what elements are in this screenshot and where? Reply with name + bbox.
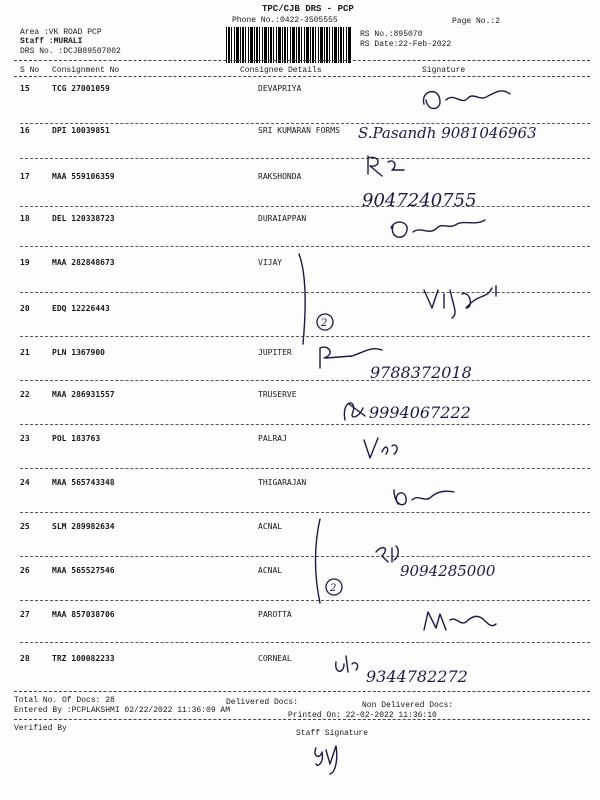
signature-row-27: [420, 602, 500, 642]
table-row: [0, 518, 600, 566]
row-consignment: PLN 1367900: [52, 348, 105, 357]
row-sno: 23: [20, 434, 30, 443]
row-sno: 22: [20, 390, 30, 399]
row-consignment: MAA 286931557: [52, 390, 115, 399]
sheet-title: TPC/CJB DRS - PCP: [262, 4, 354, 14]
row-sno: 18: [20, 214, 30, 223]
row-divider: [20, 246, 590, 247]
row-sno: 21: [20, 348, 30, 357]
handwritten-phone: S.Pasandh 9081046963: [358, 124, 537, 142]
row-sno: 17: [20, 172, 30, 181]
row-consignee: PALRAJ: [258, 434, 287, 443]
phone-number: Phone No.:0422-3505555: [232, 16, 338, 25]
signature-row-20: [420, 280, 510, 320]
printed-on: Printed On: 22-02-2022 11:36:10: [288, 711, 437, 720]
row-consignment: POL 183763: [52, 434, 101, 443]
col-consignment: Consignment No: [52, 66, 120, 75]
table-row: [0, 168, 600, 216]
row-consignee: ACNAL: [258, 566, 283, 575]
signature-row-15: [410, 82, 520, 118]
handwritten-phone: 9788372018: [370, 363, 472, 382]
signature-row-23: [360, 432, 410, 464]
table-row: [0, 562, 600, 610]
handwritten-phone: 9047240755: [362, 190, 477, 211]
row-consignment: SLM 289982634: [52, 522, 115, 531]
row-divider: [20, 206, 590, 207]
non-delivered-docs: Non Delivered Docs:: [362, 701, 454, 710]
row-divider: [20, 158, 590, 159]
divider: [14, 719, 590, 720]
row-divider: [20, 600, 590, 601]
row-consignee: SRI KUMARAN FORMS: [258, 126, 340, 135]
staff-label: Staff :MURALI: [20, 37, 83, 46]
row-sno: 15: [20, 84, 30, 93]
divider: [14, 76, 590, 77]
delivered-docs: Delivered Docs:: [226, 698, 299, 707]
row-divider: [20, 512, 590, 513]
row-consignee: DURAIAPPAN: [258, 214, 307, 223]
divider: [14, 60, 590, 61]
row-consignee: VIJAY: [258, 258, 283, 267]
signature-row-16: [356, 120, 546, 146]
signature-row-21: [312, 338, 492, 386]
row-consignment: TRZ 100082233: [52, 654, 115, 663]
divider: [14, 691, 590, 692]
row-sno: 27: [20, 610, 30, 619]
row-consignee: PAROTTA: [258, 610, 292, 619]
verified-by: Verified By: [14, 724, 67, 733]
row-consignee: RAKSHONDA: [258, 172, 302, 181]
signature-row-26: [370, 538, 510, 582]
row-consignee: TRUSERVE: [258, 390, 297, 399]
row-sno: 19: [20, 258, 30, 267]
row-consignee: ACNAL: [258, 522, 283, 531]
row-sno: 20: [20, 304, 30, 313]
barcode: [226, 27, 352, 63]
signature-row-22: [335, 390, 505, 428]
table-row: [0, 430, 600, 478]
row-sno: 24: [20, 478, 30, 487]
row-sno: 26: [20, 566, 30, 575]
table-row: [0, 344, 600, 392]
row-consignment: MAA 559106359: [52, 172, 115, 181]
group-mark: 2: [321, 318, 328, 329]
staff-signature: [310, 738, 360, 778]
group-mark: 2: [330, 583, 337, 594]
row-consignment: DPI 10039851: [52, 126, 110, 135]
group-bracket-25-26: [310, 515, 350, 607]
col-signature: Signature: [422, 66, 466, 75]
row-consignment: TCG 27001059: [52, 84, 110, 93]
row-divider: [20, 642, 590, 643]
table-row: [0, 606, 600, 654]
signature-row-24: [388, 478, 468, 514]
entered-by: Entered By :PCPLAKSHMI 02/22/2022 11:36:09 AM: [14, 706, 231, 715]
row-consignment: EDQ 12226443: [52, 304, 110, 313]
row-sno: 16: [20, 126, 30, 135]
drs-number: DRS No. :DCJB89507002: [20, 47, 121, 56]
handwritten-phone: 9344782272: [366, 667, 468, 686]
row-consignment: MAA 857038706: [52, 610, 115, 619]
row-sno: 28: [20, 654, 30, 663]
staff-signature-label: Staff Signature: [296, 729, 369, 738]
area-label: Area :VK ROAD PCP: [20, 28, 102, 37]
group-bracket-19-20: [295, 250, 345, 348]
row-consignment: DEL 120338723: [52, 214, 115, 223]
row-consignee: CORNEAL: [258, 654, 292, 663]
signature-row-18: [385, 212, 495, 248]
rs-date: RS Date:22-Feb-2022: [360, 40, 452, 49]
row-sno: 25: [20, 522, 30, 531]
row-consignment: MAA 565743348: [52, 478, 115, 487]
handwritten-phone: 9094285000: [400, 562, 496, 580]
table-row: [0, 474, 600, 522]
signature-row-17: [360, 152, 500, 214]
handwritten-phone: 9994067222: [369, 403, 471, 422]
row-consignment: MAA 565527546: [52, 566, 115, 575]
row-divider: [20, 380, 590, 381]
rs-number: RS No.:895070: [360, 30, 423, 39]
row-divider: [20, 468, 590, 469]
col-sno: S No: [20, 66, 40, 75]
table-row: [0, 386, 600, 434]
row-consignee: JUPITER: [258, 348, 292, 357]
total-docs: Total No. Of Docs: 28: [14, 696, 115, 705]
page-number: Page No.:2: [452, 17, 501, 26]
row-consignee: DEVAPRIYA: [258, 84, 302, 93]
signature-row-28: [330, 648, 510, 688]
col-consignee: Consignee Details: [240, 66, 322, 75]
row-consignee: THIGARAJAN: [258, 478, 307, 487]
row-consignment: MAA 282848673: [52, 258, 115, 267]
